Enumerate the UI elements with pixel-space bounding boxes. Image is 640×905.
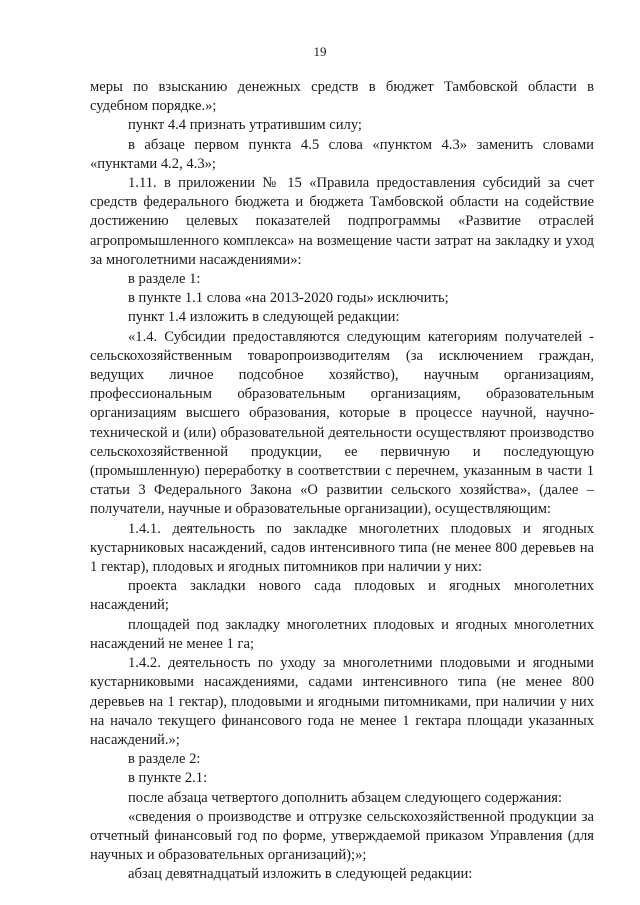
paragraph: в разделе 1:	[128, 271, 201, 288]
paragraph: «1.4. Субсидии предоставляются следующим категориям получателей - сельскохозяйственным товаропроизводителям (за исключением граждан, ведущих личное подсобное хозяйство), научным организациям, профессиональным образовательным организациям, образовательным организациям высшего образования, которые в процессе научной, научно-технической и (или) образовательной деятельности осуществляют производство сельскохозяйственной продукции, ее первичную и последующую (промышленную) переработку в соответствии с перечнем, указанным в части 1 статьи 3 Федерального Закона «О развитии сельского хозяйства», (далее – получатели, научные и образовательные организации), осуществляющим:	[90, 328, 594, 518]
document-body	[90, 78, 594, 885]
paragraph: 1.11. в приложении № 15 «Правила предоставления субсидий за счет средств федерального бюджета и бюджета Тамбовской области на содействие достижению целевых показателей подпрограммы «Развитие отраслей агропромышленного комплекса» на возмещение части затрат на закладку и уход за многолетними насаждениями»:	[90, 175, 594, 268]
paragraph: 1.4.1. деятельность по закладке многолетних плодовых и ягодных кустарниковых насаждений, садов интенсивного типа (не менее 800 деревьев на 1 гектар), плодовых и ягодных питомников при наличии у них:	[90, 520, 594, 576]
paragraph: пункт 4.4 признать утратившим силу;	[128, 117, 362, 134]
paragraph: в разделе 2:	[128, 751, 201, 768]
paragraph: в абзаце первом пункта 4.5 слова «пунктом 4.3» заменить словами «пунктами 4.2, 4.3»;	[90, 136, 594, 172]
paragraph: меры по взысканию денежных средств в бюджет Тамбовской области в судебном порядке.»;	[90, 79, 594, 115]
page-number: 19	[313, 44, 327, 59]
paragraph: площадей под закладку многолетних плодовых и ягодных многолетних насаждений не менее 1 га;	[90, 616, 594, 652]
paragraph: пункт 1.4 изложить в следующей редакции:	[128, 309, 400, 326]
paragraph: «сведения о производстве и отгрузке сельскохозяйственной продукции за отчетный финансовый год по форме, утверждаемой приказом Управления (для научных и образовательных организаций);»;	[90, 808, 594, 864]
paragraph: проекта закладки нового сада плодовых и ягодных многолетних насаждений;	[90, 578, 594, 614]
paragraph: после абзаца четвертого дополнить абзацем следующего содержания:	[128, 789, 563, 806]
paragraph: в пункте 2.1:	[128, 770, 208, 787]
paragraph: 1.4.2. деятельность по уходу за многолетними плодовыми и ягодными кустарниковыми насаждениями, садами интенсивного типа (не менее 800 деревьев на 1 гектар), плодовыми и ягодными питомниками, при наличии у них на начало текущего финансового года не менее 1 гектара площади указанных насаждений.»;	[90, 655, 594, 748]
paragraph: в пункте 1.1 слова «на 2013-2020 годы» исключить;	[128, 290, 449, 307]
paragraph: абзац девятнадцатый изложить в следующей редакции:	[128, 866, 473, 883]
